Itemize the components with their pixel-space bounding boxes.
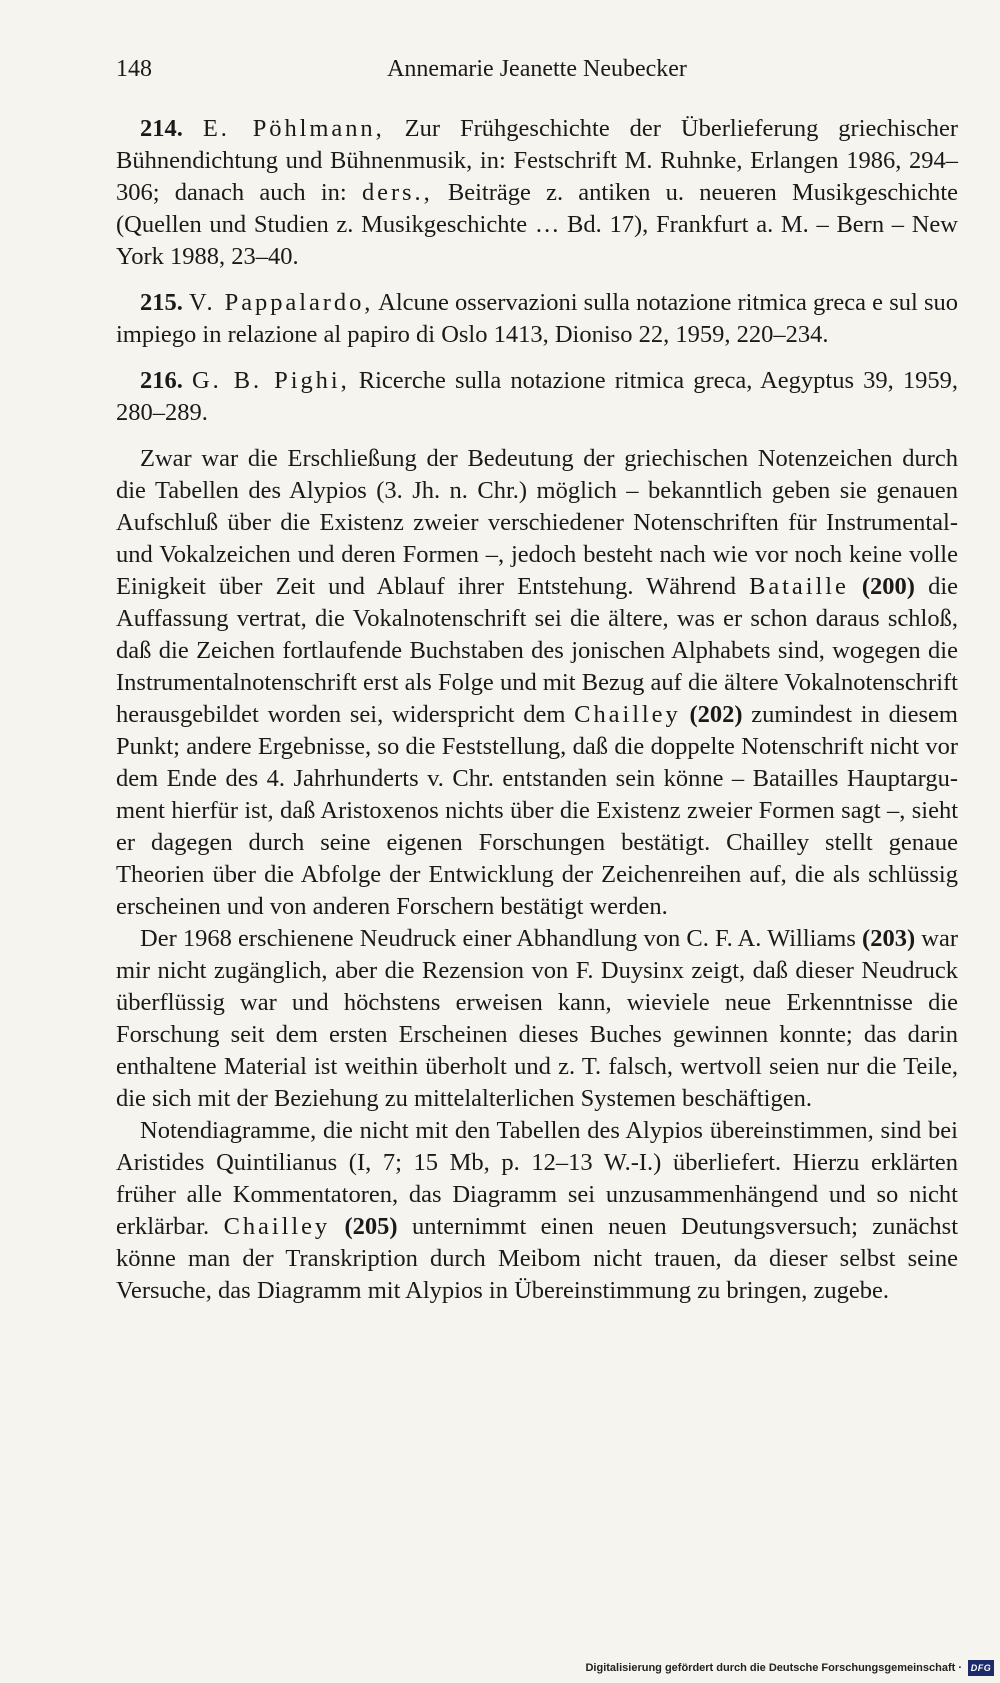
page-content [116,113,958,1307]
reference-author: E. Pöhlmann, [202,115,385,142]
paragraph-text: die Auffassung vertrat, die Vokalnotenschrift sei die ältere, was er schon daraus schloß, daß die Zeichen fortlaufende Buchstaben des jonischen Alphabets sind, wogegen die Instrumentalnotenschrift erst als Folge und mit Bezug auf die ältere Vokalnotenschrift herausgebildet worden sei, widerspricht dem [116,573,959,728]
reference-215 [116,287,958,351]
author-name-bataille: Bataille [749,573,849,600]
page-number: 148 [116,56,152,82]
paragraph-3 [116,1115,958,1307]
digitization-footer [585,1657,994,1679]
citation-202: (202) [689,701,743,728]
paragraph-text: Zwar war die Erschließung der Bedeutung der griechischen Notenzeichen durch die Tabellen des Alypios (3. Jh. n. Chr.) möglich – bekanntlich geben sie genauen Aufschluß über die Existenz zweier verschiedener Notenschriften für Instrumental- und Vokalzeichen und deren Formen –, jedoch besteht nach wie vor noch keine volle Einigkeit über Zeit und Ablauf ihrer Entstehung. Während [116,445,958,600]
paragraph-text: war mir nicht zugänglich, aber die Rezension von F. Duysinx zeigt, daß dieser Neudruck überflüssig war und höchstens erweisen kann, wieviele neue Erkenntnisse die Forschung seit dem ersten Erscheinen dieses Buches gewinnen konnte; das darin enthaltene Material ist weithin überholt und z. T. falsch, wertvoll seien nur die Teile, die sich mit der Beziehung zu mittelalterlichen Systemen beschäftigen. [116,925,958,1112]
page-header [116,56,958,92]
paragraph-text: unternimmt einen neuen Deutungsversuch; zunächst könne man der Transkription durch Meibom nicht trauen, da dieser selbst seine Versuche, das Diagramm mit Alypios in Übereinstimmung zu bringen, zugebe. [116,1213,959,1304]
citation-200: (200) [861,573,915,600]
reference-text: Ricerche sulla notazione ritmica greca, Aegyptus 39, 1959, 280–289. [116,367,959,426]
reference-text: Alcune osservazioni sulla notazione ritmica greca e sul suo impiego in relazione al papiro di Oslo 1413, Dioniso 22, 1959, 220–234. [116,289,958,348]
author-name-chailley: Chailley [574,701,681,728]
citation-203: (203) [862,925,916,952]
paragraph-2 [116,923,958,1115]
running-head: Annemarie Jeanette Neubecker [387,56,687,82]
paragraph-text: Notendiagramme, die nicht mit den Tabellen des Alypios übereinstimmen, sind bei Aristides Quintilianus (I, 7; 15 Mb, p. 12–13 W.-I.) überliefert. Hierzu erklärten früher alle Kommentatoren, das Diagramm sei unzusammenhängend und so nicht erklärbar. [116,1117,958,1240]
footer-text: Digitalisierung gefördert durch die Deutsche Forschungsgemeinschaft · [585,1662,962,1674]
reference-text: Zur Frühgeschichte der Überlieferung griechischer Bühnendichtung und Bühnenmusik, in: Festschrift M. Ruhnke, Erlangen 1986, 294–306; danach auch in: [116,115,959,206]
reference-number: 214. [140,115,183,142]
reference-author: V. Pappalardo, [189,289,374,316]
citation-205: (205) [344,1213,398,1240]
reference-text-continued: Beiträge z. antiken u. neueren Musikgeschichte (Quellen und Studien z. Musikgeschichte … Bd. 17), Frankfurt a. M. – Bern – New York 1988, 23–40. [116,179,959,270]
paragraph-1 [116,443,958,923]
dfg-logo-icon: DFG [968,1660,994,1676]
reference-216 [116,365,958,429]
reference-214 [116,113,958,273]
reference-author: G. B. Pighi, [192,367,350,394]
reference-number: 215. [140,289,183,316]
author-name-chailley: Chailley [223,1213,331,1240]
paragraph-text: Der 1968 erschienene Neudruck einer Abhandlung von C. F. A. Williams [140,925,863,952]
reference-ders: ders., [361,179,433,206]
paragraph-text: zumindest in diesem Punkt; andere Ergebnisse, so die Feststellung, daß die doppelte Notenschrift nicht vor dem Ende des 4. Jahrhunderts v. Chr. entstanden sein könne – Batailles Hauptargument hierfür ist, daß Aristoxenos nichts über die Existenz zweier Formen sagt –, sieht er dagegen durch seine eigenen Forschungen bestätigt. Chailley stellt genaue Theorien über die Abfolge der Entwicklung der Zeichenreihen auf, die als schlüssig erscheinen und von anderen Forschern bestätigt werden. [116,701,958,920]
reference-number: 216. [140,367,183,394]
